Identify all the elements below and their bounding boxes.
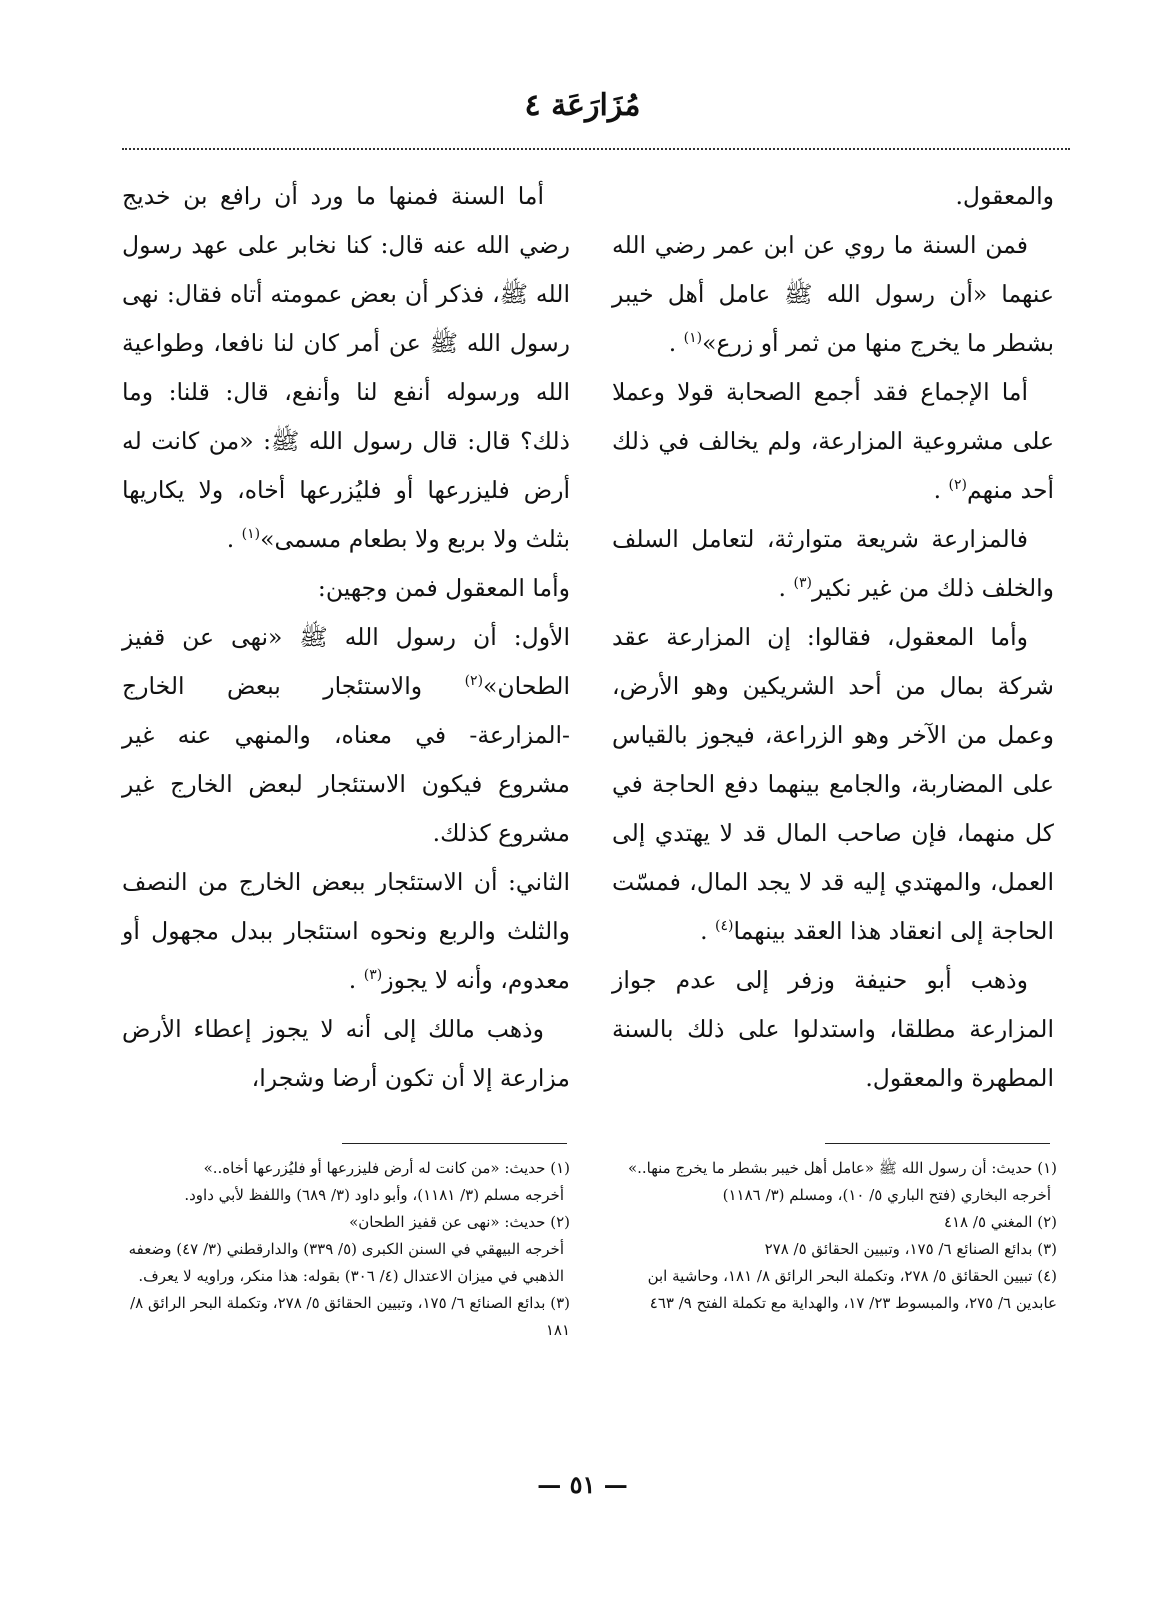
paragraph: أما الإجماع فقد أجمع الصحابة قولا وعملا على مشروعية المزارعة، ولم يخالف في ذلك أحد منهم$^{(٢)}$ . (612, 378, 1054, 504)
footnote: (٢) المغني ٥/ ٤١٨ (943, 1213, 1057, 1231)
paragraph: فالمزارعة شريعة متوارثة، لتعامل السلف والخلف ذلك من غير نكير$^{(٣)}$ . (612, 525, 1054, 602)
page-number: — ٥١ — (537, 1470, 628, 1499)
footnote-divider (825, 1143, 1050, 1144)
footnote: (٢) حديث: «نهى عن قفيز الطحان» (349, 1213, 570, 1231)
footnote-marker: (٢) (948, 477, 967, 494)
footnotes-right (612, 1155, 1057, 1317)
footnote: (١) حديث: «من كانت له أرض فليزرعها أو فليُزرعها أخاه..» (203, 1159, 570, 1177)
paragraph: الأول: أن رسول الله ﷺ «نهى عن قفيز الطحان»$^{(٢)}$ والاستئجار ببعض الخارج -المزارعة- في معناه، والمنهي عنه غير مشروع فيكون الاستئجار لبعض الخارج غير مشروع كذلك. (122, 623, 570, 847)
page-title: مُزَارَعَة ٤ (524, 88, 641, 123)
footnote-marker: (٤) (715, 918, 734, 935)
left-column (122, 172, 570, 1103)
footnote-marker: (٣) (793, 575, 812, 592)
footnote: (١) حديث: أن رسول الله ﷺ «عامل أهل خيبر بشطر ما يخرج منها..» (627, 1159, 1057, 1177)
footnote-marker: (١) (683, 330, 703, 347)
footnote: أخرجه البيهقي في السنن الكبرى (٥/ ٣٣٩) والدارقطني (٣/ ٤٧) وضعفه الذهبي في ميزان الاعتدال (٤/ ٣٠٦) بقوله: هذا منكر، وراويه لا يعرف. (128, 1240, 564, 1285)
footnote-marker: (٢) (464, 673, 484, 690)
paragraph: وأما المعقول، فقالوا: إن المزارعة عقد شركة بمال من أحد الشريكين وهو الأرض، وعمل من الآخر وهو الزراعة، فيجوز بالقياس على المضاربة، والجامع بينهما دفع الحاجة في كل منهما، فإن صاحب المال قد لا يهتدي إلى العمل، والمهتدي إليه قد لا يجد المال، فمسّت الحاجة إلى انعقاد هذا العقد بينهما$^{(٤)}$ . (612, 623, 1054, 945)
footnote: (٤) تبيين الحقائق ٥/ ٢٧٨، وتكملة البحر الرائق ٨/ ١٨١، وحاشية ابن عابدين ٦/ ٢٧٥، والمبسوط ٢٣/ ١٧، والهداية مع تكملة الفتح ٩/ ٤٦٣ (647, 1267, 1057, 1312)
footnote-divider (342, 1143, 567, 1144)
paragraph: وذهب أبو حنيفة وزفر إلى عدم جواز المزارعة مطلقا، واستدلوا على ذلك بالسنة المطهرة والمعقول. (612, 966, 1054, 1092)
footnote-marker: (٣) (363, 967, 383, 984)
right-column (612, 172, 1054, 1103)
footnote: أخرجه مسلم (٣/ ١١٨١)، وأبو داود (٣/ ٦٨٩) واللفظ لأبي داود. (184, 1186, 564, 1204)
footnote: أخرجه البخاري (فتح الباري ٥/ ١٠)، ومسلم (٣/ ١١٨٦) (722, 1186, 1051, 1204)
footnote: (٣) بدائع الصنائع ٦/ ١٧٥، وتبيين الحقائق ٥/ ٢٧٨ (764, 1240, 1057, 1258)
paragraph: وذهب مالك إلى أنه لا يجوز إعطاء الأرض مزارعة إلا أن تكون أرضا وشجرا، (122, 1015, 570, 1092)
footnotes-left (122, 1155, 570, 1344)
footnote: (٣) بدائع الصنائع ٦/ ١٧٥، وتبيين الحقائق ٥/ ٢٧٨، وتكملة البحر الرائق ٨/ ١٨١ (130, 1294, 570, 1339)
paragraph: الثاني: أن الاستئجار ببعض الخارج من النصف والثلث والربع ونحوه استئجار ببدل مجهول أو معدوم، وأنه لا يجوز$^{(٣)}$ . (122, 868, 570, 994)
paragraph: فمن السنة ما روي عن ابن عمر رضي الله عنهما «أن رسول الله ﷺ عامل أهل خيبر بشطر ما يخرج منها من ثمر أو زرع»$^{(١)}$ . (612, 231, 1054, 357)
paragraph: والمعقول. (955, 182, 1054, 210)
paragraph: وأما المعقول فمن وجهين: (317, 574, 570, 602)
footnote-marker: (١) (241, 526, 261, 543)
header-divider (122, 148, 1070, 150)
paragraph: أما السنة فمنها ما ورد أن رافع بن خديج رضي الله عنه قال: كنا نخابر على عهد رسول الله ﷺ، فذكر أن بعض عمومته أتاه فقال: نهى رسول الله ﷺ عن أمر كان لنا نافعا، وطواعية الله ورسوله أنفع لنا وأنفع، قال: قلنا: وما ذلك؟ قال: قال رسول الله ﷺ: «من كانت له أرض فليزرعها أو فليُزرعها أخاه، ولا يكاريها بثلث ولا بربع ولا بطعام مسمى»$^{(١)}$ . (122, 182, 570, 553)
